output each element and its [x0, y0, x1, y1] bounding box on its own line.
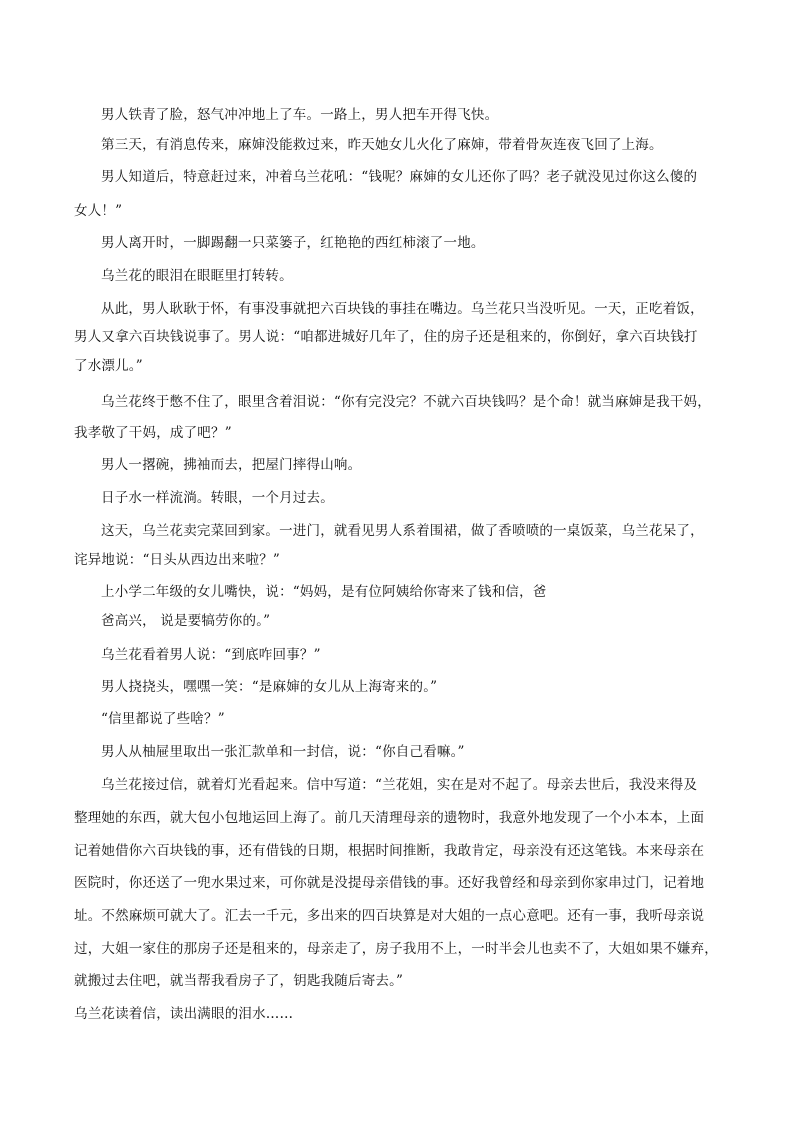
- text-line: 诧异地说：“日头从西边出来啦？”: [74, 552, 281, 568]
- text-line: 男人又拿六百块钱说事了。男人说：“咱都进城好几年了，住的房子还是租来的，你倒好，拿六百块钱打: [74, 329, 698, 345]
- text-line: 男人挠挠头，嘿嘿一笑：“是麻婶的女儿从上海寄来的。”: [101, 679, 438, 695]
- text-line: 女人！”: [74, 203, 123, 219]
- text-line: 这天，乌兰花卖完菜回到家。一进门，就看见男人系着围裙，做了香喷喷的一桌饭菜，乌兰花呆了，: [101, 523, 704, 539]
- text-line: 乌兰花读着信，读出满眼的泪水……: [74, 1006, 294, 1022]
- text-line: 址。不然麻烦可就大了。汇去一千元，多出来的四百块算是对大姐的一点心意吧。还有一事，我听母亲说: [74, 908, 705, 924]
- text-line: 男人从柚屉里取出一张汇款单和一封信，说：“你自己看嘛。”: [101, 744, 465, 760]
- text-line: 乌兰花接过信，就着灯光看起来。信中写道：“兰花姐，实在是对不起了。母亲去世后，我没来得及: [101, 777, 698, 793]
- text-line: 整理她的东西，就大包小包地运回上海了。前几天清理母亲的遗物时，我意外地发现了一个小本本，上面: [74, 810, 705, 826]
- text-line: 第三天，有消息传来，麻婶没能救过来，昨天她女儿火化了麻婶，带着骨灰连夜飞回了上海。: [101, 137, 663, 153]
- text-line: 就搬过去住吧，就当帮我看房子了，钥匙我随后寄去。”: [74, 973, 404, 989]
- text-line: 男人一撂碗，拂袖而去，把屋门摔得山响。: [101, 457, 362, 473]
- text-line: 乌兰花的眼泪在眼眶里打转转。: [101, 268, 293, 284]
- text-line: 乌兰花看着男人说：“到底咋回事？”: [101, 647, 321, 663]
- text-line: 过，大姐一家住的那房子还是租来的，母亲走了，房子我用不上，一时半会儿也卖不了，大姐如果不嫌弃，: [74, 941, 718, 957]
- text-line: 上小学二年级的女儿嘴快，说：“妈妈，是有位阿姨给你寄来了钱和信，爸: [101, 584, 547, 600]
- text-line: 乌兰花终于憋不住了，眼里含着泪说：“你有完没完？不就六百块钱吗？是个命！就当麻婶是我干妈，: [101, 394, 711, 410]
- text-line: 男人铁青了脸，怒气冲冲地上了车。一路上，男人把车开得飞快。: [101, 107, 499, 123]
- text-line: 了水漂儿。”: [74, 358, 143, 374]
- text-line: 从此，男人耿耿于怀，有事没事就把六百块钱的事挂在嘴边。乌兰花只当没听见。一天，正吃着饭，: [101, 301, 704, 317]
- text-line: 记着她借你六百块钱的事，还有借钱的日期，根据时间推断，我敢肯定，母亲没有还这笔钱。本来母亲在: [74, 843, 705, 859]
- text-line: 男人离开时，一脚踢翻一只菜篓子，红艳艳的西红柿滚了一地。: [101, 235, 485, 251]
- text-line: 日子水一样流淌。转眼，一个月过去。: [101, 490, 334, 506]
- text-line: 爸高兴， 说是要犒劳你的。”: [101, 613, 271, 629]
- text-line: “信里都说了些啥？”: [101, 711, 225, 727]
- text-line: 医院时，你还送了一兜水果过来，可你就是没提母亲借钱的事。还好我曾经和母亲到你家串过门，记着地: [74, 875, 705, 891]
- text-line: 男人知道后，特意赶过来，冲着乌兰花吼：“钱呢？麻婶的女儿还你了吗？老子就没见过你这么傻的: [101, 169, 698, 185]
- text-line: 我孝敬了干妈，成了吧？”: [74, 425, 232, 441]
